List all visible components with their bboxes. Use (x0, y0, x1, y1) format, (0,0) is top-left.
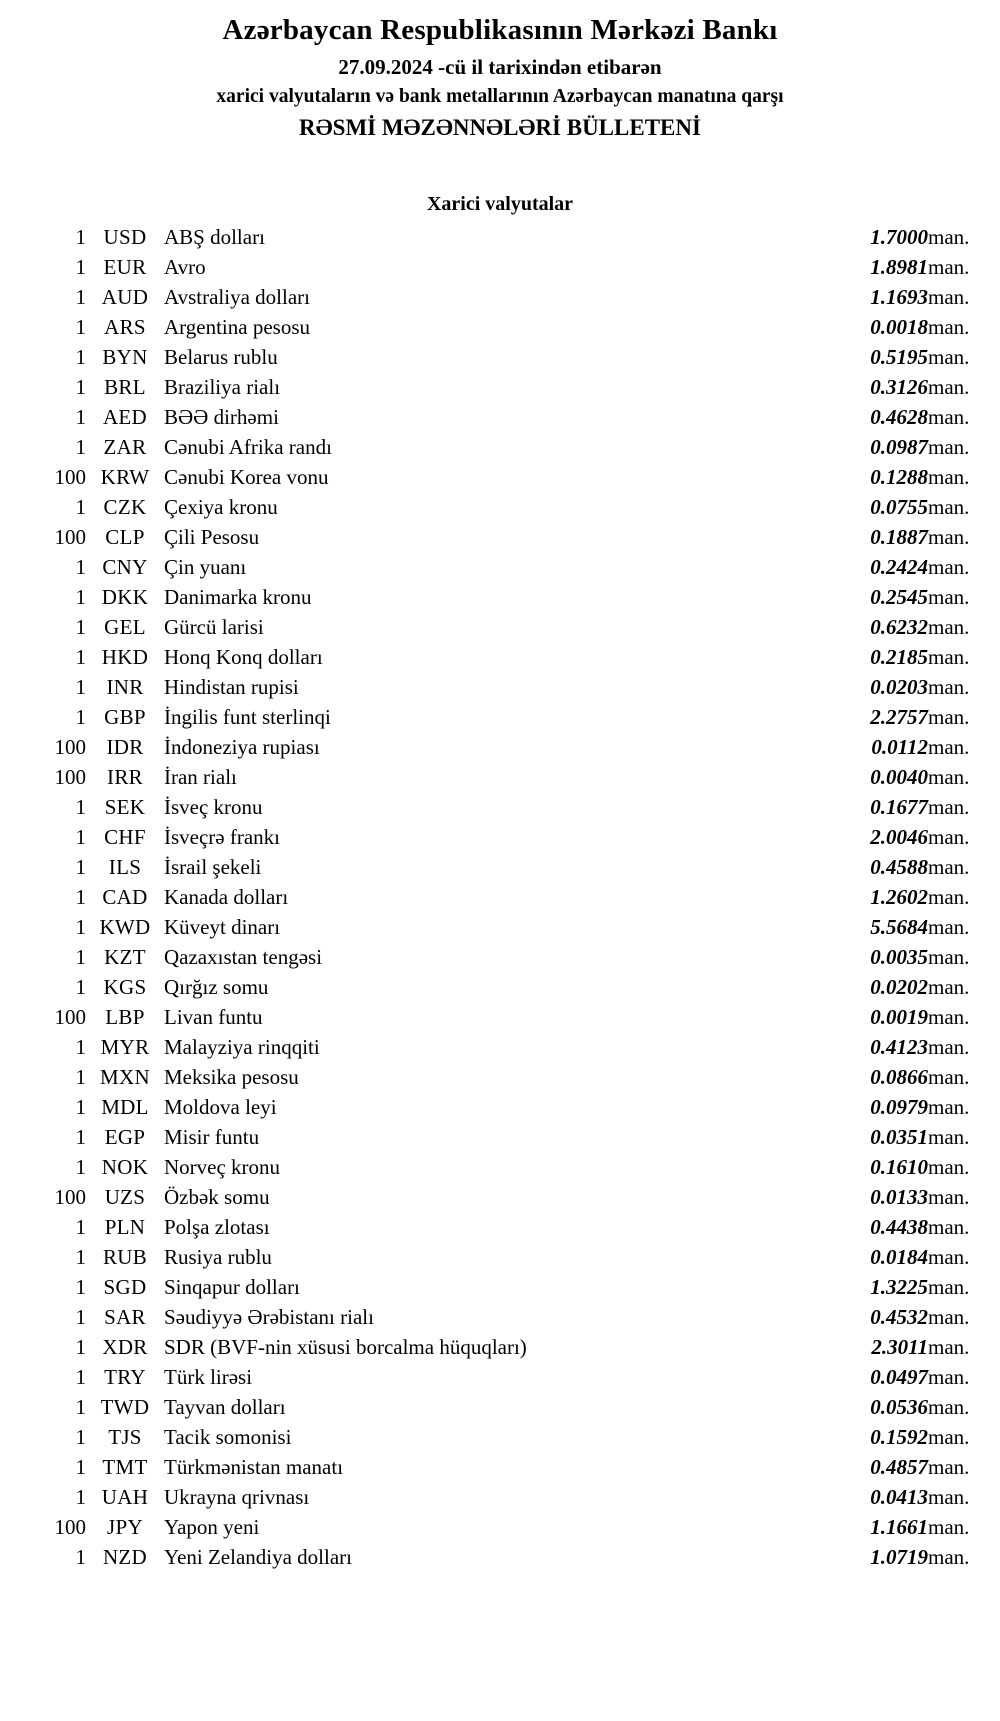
currency-rate: 0.0184 (870, 1245, 928, 1270)
currency-rate: 0.4857 (870, 1455, 928, 1480)
currency-name: Hindistan rupisi (164, 675, 299, 700)
table-row (0, 762, 1000, 792)
currency-name: Argentina pesosu (164, 315, 311, 340)
currency-code: CNY (102, 555, 148, 580)
currency-amount: 1 (75, 315, 86, 340)
table-row (0, 1542, 1000, 1572)
currency-rate: 0.0866 (870, 1065, 928, 1090)
currency-name: Avstraliya dolları (164, 285, 310, 310)
table-row (0, 372, 1000, 402)
currency-rate: 0.4532 (870, 1305, 928, 1330)
currency-unit: man. (928, 975, 970, 1000)
currency-name: Danimarka kronu (164, 585, 312, 610)
currency-rate: 0.0133 (870, 1185, 928, 1210)
currency-code: TJS (108, 1425, 142, 1450)
currency-code: KZT (104, 945, 146, 970)
currency-unit: man. (928, 855, 970, 880)
table-row (0, 252, 1000, 282)
currency-rate: 0.2424 (870, 555, 928, 580)
currency-unit: man. (928, 555, 970, 580)
currency-rate: 0.4628 (870, 405, 928, 430)
table-row (0, 552, 1000, 582)
currency-amount: 1 (75, 1455, 86, 1480)
currency-amount: 1 (75, 915, 86, 940)
currency-name: Rusiya rublu (164, 1245, 272, 1270)
currency-name: İsrail şekeli (164, 855, 262, 880)
currency-name: Norveç kronu (164, 1155, 281, 1180)
currency-name: Sinqapur dolları (164, 1275, 300, 1300)
currency-unit: man. (928, 915, 970, 940)
currency-name: Moldova leyi (164, 1095, 277, 1120)
currency-unit: man. (928, 1515, 970, 1540)
currency-code: CLP (105, 525, 145, 550)
currency-rate: 1.0719 (870, 1545, 928, 1570)
currency-unit: man. (928, 405, 970, 430)
currency-code: TRY (104, 1365, 146, 1390)
currency-name: Misir funtu (164, 1125, 260, 1150)
currency-name: İngilis funt sterlinqi (164, 705, 331, 730)
currency-code: NZD (102, 1545, 148, 1570)
currency-amount: 100 (54, 1515, 86, 1540)
currency-rate: 0.0755 (870, 495, 928, 520)
currency-rate: 1.7000 (870, 225, 928, 250)
currency-unit: man. (928, 1095, 970, 1120)
table-row (0, 222, 1000, 252)
currency-code: ILS (108, 855, 142, 880)
table-row (0, 1242, 1000, 1272)
table-row (0, 1122, 1000, 1152)
currency-name: Türkmənistan manatı (164, 1455, 344, 1480)
currency-name: Honq Konq dolları (164, 645, 323, 670)
table-row (0, 1152, 1000, 1182)
currency-code: ZAR (103, 435, 147, 460)
currency-name: Tayvan dolları (164, 1395, 286, 1420)
table-row (0, 582, 1000, 612)
currency-unit: man. (928, 345, 970, 370)
currency-rate: 0.4123 (870, 1035, 928, 1060)
currency-amount: 1 (75, 675, 86, 700)
currency-amount: 1 (75, 825, 86, 850)
currency-amount: 1 (75, 1035, 86, 1060)
currency-rate: 0.0202 (870, 975, 928, 1000)
currency-unit: man. (928, 525, 970, 550)
table-row (0, 1512, 1000, 1542)
currency-code: TMT (102, 1455, 148, 1480)
currency-amount: 1 (75, 225, 86, 250)
currency-unit: man. (928, 735, 970, 760)
table-row (0, 1452, 1000, 1482)
bank-title: Azərbaycan Respublikasının Mərkəzi Bankı (222, 14, 778, 46)
currency-code: KWD (99, 915, 151, 940)
currency-amount: 1 (75, 705, 86, 730)
currency-name: Ukrayna qrivnası (164, 1485, 310, 1510)
currency-unit: man. (928, 1395, 970, 1420)
table-row (0, 342, 1000, 372)
currency-unit: man. (928, 1455, 970, 1480)
currency-name: İsveç kronu (164, 795, 263, 820)
currency-rate: 0.0979 (870, 1095, 928, 1120)
currency-amount: 1 (75, 615, 86, 640)
currency-unit: man. (928, 1125, 970, 1150)
currency-unit: man. (928, 435, 970, 460)
currency-amount: 1 (75, 1245, 86, 1270)
currency-unit: man. (928, 1365, 970, 1390)
currency-code: AED (102, 405, 148, 430)
document-subtitle: xarici valyutaların və bank metallarının Azərbaycan manatına qarşı (216, 86, 784, 108)
currency-name: Gürcü larisi (164, 615, 264, 640)
currency-unit: man. (928, 765, 970, 790)
currency-code: SAR (104, 1305, 146, 1330)
currency-code: IDR (106, 735, 144, 760)
currency-rate: 0.5195 (870, 345, 928, 370)
table-row (0, 942, 1000, 972)
currency-name: Qırğız somu (164, 975, 269, 1000)
currency-unit: man. (928, 225, 970, 250)
currency-name: SDR (BVF-nin xüsusi borcalma hüquqları) (164, 1335, 527, 1360)
currency-code: CAD (102, 885, 148, 910)
table-row (0, 432, 1000, 462)
currency-rate: 0.2545 (870, 585, 928, 610)
currency-name: Braziliya rialı (164, 375, 281, 400)
table-row (0, 882, 1000, 912)
currency-code: BRL (104, 375, 146, 400)
currency-code: EUR (103, 255, 147, 280)
currency-amount: 100 (54, 735, 86, 760)
currency-rate: 0.1887 (870, 525, 928, 550)
currency-name: Türk lirəsi (164, 1365, 253, 1390)
effective-date-line: 27.09.2024 -cü il tarixindən etibarən (338, 55, 662, 80)
currency-rate: 0.0019 (870, 1005, 928, 1030)
table-row (0, 1092, 1000, 1122)
currency-rate: 0.3126 (870, 375, 928, 400)
table-row (0, 1272, 1000, 1302)
currency-unit: man. (928, 1215, 970, 1240)
currency-unit: man. (928, 255, 970, 280)
currency-name: Tacik somonisi (164, 1425, 292, 1450)
table-row (0, 282, 1000, 312)
currency-unit: man. (928, 1065, 970, 1090)
currency-amount: 1 (75, 885, 86, 910)
currency-code: INR (106, 675, 144, 700)
table-row (0, 912, 1000, 942)
currency-amount: 100 (54, 465, 86, 490)
currency-code: MYR (100, 1035, 150, 1060)
currency-amount: 1 (75, 375, 86, 400)
currency-rate: 1.1693 (870, 285, 928, 310)
section-title-foreign-currencies: Xarici valyutalar (426, 193, 574, 216)
currency-rate: 0.1288 (870, 465, 928, 490)
currency-code: RUB (102, 1245, 148, 1270)
currency-amount: 1 (75, 555, 86, 580)
currency-code: UZS (104, 1185, 146, 1210)
table-row (0, 492, 1000, 522)
currency-name: Çin yuanı (164, 555, 247, 580)
currency-rate: 0.4438 (870, 1215, 928, 1240)
currency-unit: man. (928, 795, 970, 820)
table-row (0, 312, 1000, 342)
currency-code: UAH (101, 1485, 149, 1510)
currency-unit: man. (928, 1305, 970, 1330)
currency-amount: 1 (75, 1545, 86, 1570)
currency-name: Polşa zlotası (164, 1215, 270, 1240)
currency-name: Qazaxıstan tengəsi (164, 945, 323, 970)
currency-unit: man. (928, 375, 970, 400)
currency-name: Çexiya kronu (164, 495, 278, 520)
currency-code: SEK (104, 795, 146, 820)
currency-amount: 1 (75, 1395, 86, 1420)
currency-unit: man. (928, 705, 970, 730)
currency-rates-table (0, 222, 1000, 1572)
currency-code: CZK (103, 495, 147, 520)
currency-code: LBP (105, 1005, 145, 1030)
currency-rate: 1.2602 (870, 885, 928, 910)
currency-amount: 1 (75, 855, 86, 880)
table-row (0, 1482, 1000, 1512)
currency-name: İsveçrə frankı (164, 825, 281, 850)
document-header (0, 14, 1000, 141)
currency-name: İran rialı (164, 765, 237, 790)
table-row (0, 1392, 1000, 1422)
table-row (0, 1302, 1000, 1332)
currency-rate: 0.0536 (870, 1395, 928, 1420)
currency-rate: 0.0203 (870, 675, 928, 700)
table-row (0, 1362, 1000, 1392)
currency-amount: 100 (54, 1185, 86, 1210)
currency-unit: man. (928, 585, 970, 610)
currency-code: ARS (104, 315, 146, 340)
currency-rate: 0.4588 (870, 855, 928, 880)
currency-unit: man. (928, 1335, 970, 1360)
currency-name: Küveyt dinarı (164, 915, 281, 940)
currency-name: Yapon yeni (164, 1515, 260, 1540)
currency-code: SGD (103, 1275, 147, 1300)
currency-rate: 0.0112 (871, 735, 928, 760)
currency-unit: man. (928, 1035, 970, 1060)
currency-amount: 1 (75, 1425, 86, 1450)
currency-code: MXN (100, 1065, 150, 1090)
currency-unit: man. (928, 1185, 970, 1210)
currency-amount: 1 (75, 795, 86, 820)
currency-rate: 0.0035 (870, 945, 928, 970)
currency-amount: 1 (75, 1065, 86, 1090)
currency-amount: 1 (75, 495, 86, 520)
currency-rate: 0.2185 (870, 645, 928, 670)
currency-amount: 1 (75, 1485, 86, 1510)
currency-code: EGP (104, 1125, 146, 1150)
currency-name: İndoneziya rupiası (164, 735, 320, 760)
currency-rate: 1.1661 (870, 1515, 928, 1540)
currency-amount: 1 (75, 1155, 86, 1180)
currency-rate: 5.5684 (870, 915, 928, 940)
currency-code: TWD (100, 1395, 150, 1420)
currency-unit: man. (928, 1005, 970, 1030)
table-row (0, 702, 1000, 732)
table-row (0, 822, 1000, 852)
currency-code: MDL (101, 1095, 149, 1120)
currency-unit: man. (928, 675, 970, 700)
currency-amount: 1 (75, 1215, 86, 1240)
currency-name: Çili Pesosu (164, 525, 260, 550)
currency-unit: man. (928, 495, 970, 520)
currency-amount: 1 (75, 585, 86, 610)
table-row (0, 1422, 1000, 1452)
currency-amount: 1 (75, 975, 86, 1000)
currency-rate: 0.1610 (870, 1155, 928, 1180)
table-row (0, 642, 1000, 672)
currency-amount: 1 (75, 1275, 86, 1300)
currency-code: AUD (101, 285, 149, 310)
currency-unit: man. (928, 465, 970, 490)
currency-unit: man. (928, 1155, 970, 1180)
currency-name: Cənubi Afrika randı (164, 435, 332, 460)
currency-unit: man. (928, 615, 970, 640)
currency-rate: 1.8981 (870, 255, 928, 280)
currency-rate: 0.1677 (870, 795, 928, 820)
table-row (0, 1332, 1000, 1362)
table-row (0, 1212, 1000, 1242)
currency-code: JPY (107, 1515, 143, 1540)
currency-unit: man. (928, 1245, 970, 1270)
currency-rate: 2.3011 (871, 1335, 928, 1360)
currency-code: IRR (107, 765, 143, 790)
currency-unit: man. (928, 1425, 970, 1450)
currency-rate: 0.0040 (870, 765, 928, 790)
currency-rate: 2.0046 (870, 825, 928, 850)
table-row (0, 972, 1000, 1002)
table-row (0, 1002, 1000, 1032)
currency-rate: 0.0987 (870, 435, 928, 460)
currency-unit: man. (928, 1485, 970, 1510)
currency-rate: 2.2757 (870, 705, 928, 730)
currency-code: HKD (101, 645, 149, 670)
currency-name: Kanada dolları (164, 885, 289, 910)
currency-name: Avro (164, 255, 206, 280)
currency-amount: 1 (75, 945, 86, 970)
currency-name: Cənubi Korea vonu (164, 465, 329, 490)
table-row (0, 462, 1000, 492)
currency-code: XDR (102, 1335, 148, 1360)
currency-amount: 1 (75, 435, 86, 460)
currency-amount: 1 (75, 285, 86, 310)
table-row (0, 402, 1000, 432)
currency-code: DKK (101, 585, 149, 610)
currency-amount: 1 (75, 1365, 86, 1390)
currency-rate: 1.3225 (870, 1275, 928, 1300)
currency-unit: man. (928, 315, 970, 340)
table-row (0, 1062, 1000, 1092)
currency-amount: 1 (75, 645, 86, 670)
currency-rate: 0.0351 (870, 1125, 928, 1150)
currency-amount: 1 (75, 255, 86, 280)
currency-amount: 1 (75, 345, 86, 370)
currency-name: Özbək somu (164, 1185, 270, 1210)
table-row (0, 522, 1000, 552)
currency-amount: 100 (54, 765, 86, 790)
currency-name: BƏƏ dirhəmi (164, 405, 279, 430)
currency-unit: man. (928, 645, 970, 670)
currency-code: USD (103, 225, 147, 250)
currency-name: Yeni Zelandiya dolları (164, 1545, 352, 1570)
currency-rate: 0.6232 (870, 615, 928, 640)
currency-rate: 0.0497 (870, 1365, 928, 1390)
currency-name: Livan funtu (164, 1005, 263, 1030)
currency-unit: man. (928, 945, 970, 970)
currency-name: ABŞ dolları (164, 225, 265, 250)
currency-code: KRW (100, 465, 150, 490)
currency-rate: 0.0018 (870, 315, 928, 340)
currency-amount: 100 (54, 1005, 86, 1030)
table-row (0, 1182, 1000, 1212)
currency-name: Malayziya rinqqiti (164, 1035, 320, 1060)
currency-unit: man. (928, 825, 970, 850)
currency-amount: 1 (75, 1335, 86, 1360)
currency-unit: man. (928, 285, 970, 310)
currency-rates-body (0, 222, 1000, 1572)
currency-code: KGS (103, 975, 147, 1000)
bulletin-title: RƏSMİ MƏZƏNNƏLƏRİ BÜLLETENİ (299, 114, 701, 140)
currency-rate: 0.1592 (870, 1425, 928, 1450)
table-row (0, 852, 1000, 882)
table-row (0, 672, 1000, 702)
currency-code: PLN (104, 1215, 146, 1240)
currency-amount: 1 (75, 1125, 86, 1150)
currency-code: BYN (102, 345, 148, 370)
currency-amount: 1 (75, 1095, 86, 1120)
currency-unit: man. (928, 885, 970, 910)
currency-amount: 1 (75, 405, 86, 430)
currency-name: Belarus rublu (164, 345, 278, 370)
table-row (0, 1032, 1000, 1062)
currency-name: Meksika pesosu (164, 1065, 299, 1090)
currency-name: Səudiyyə Ərəbistanı rialı (164, 1305, 374, 1330)
currency-unit: man. (928, 1545, 970, 1570)
currency-amount: 100 (54, 525, 86, 550)
currency-code: GBP (104, 705, 146, 730)
table-row (0, 732, 1000, 762)
currency-unit: man. (928, 1275, 970, 1300)
currency-code: NOK (101, 1155, 149, 1180)
currency-amount: 1 (75, 1305, 86, 1330)
table-row (0, 792, 1000, 822)
currency-code: CHF (104, 825, 146, 850)
currency-code: GEL (104, 615, 146, 640)
currency-rate: 0.0413 (870, 1485, 928, 1510)
table-row (0, 612, 1000, 642)
